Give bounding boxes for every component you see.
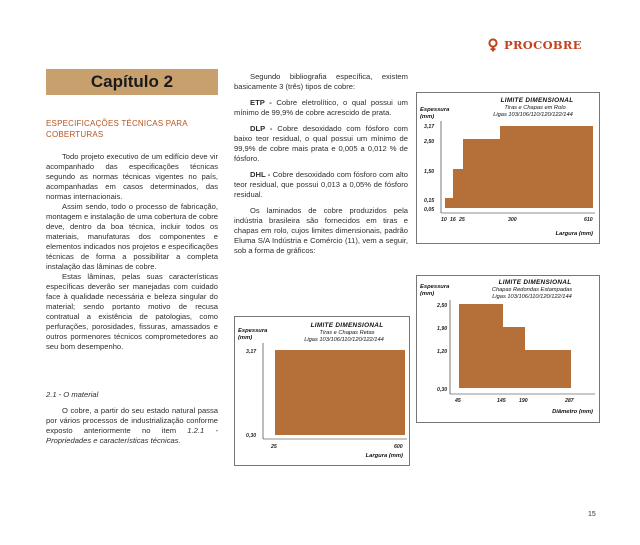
y-tick-label: 0,15 <box>424 198 435 204</box>
chapter-title: Capítulo 2 <box>90 72 174 91</box>
y-tick-label: 1,20 <box>437 349 448 355</box>
subsection-heading: 2.1 - O material <box>46 390 99 399</box>
copper-type-dlp: DLP - Cobre desoxidado com fósforo com baixo teor residual, o qual possui um mínimo de 99,9% de cobre mais prata e 0,005 a 0,012 % de fósforo. <box>234 124 408 163</box>
y-tick-label: 3,17 <box>246 349 257 355</box>
x-axis-label: Largura (mm) <box>555 231 593 237</box>
chart-subtitle: Tiras e Chapas em Rolo <box>504 105 566 111</box>
brand-name: PROCOBRE <box>504 38 582 52</box>
x-tick-label: 600 <box>394 444 403 450</box>
paragraph: Os laminados de cobre produzidos pela indústria brasileira são fornecidos em tiras e chapas em rolo, cujos limites dimensionais, padrão Eluma S/A Indústria e Comércio (11), vem a seguir, sob a forma de gráficos: <box>234 206 408 255</box>
chart-title: LIMITE DIMENSIONAL <box>498 279 572 286</box>
copper-type-etp: ETP - Cobre eletrolítico, o qual possui um mínimo de 99,9% de cobre acrescido de prata. <box>234 98 408 117</box>
x-tick-label: 25 <box>271 444 277 450</box>
column-2-text <box>234 72 408 262</box>
chart-plot <box>417 93 599 243</box>
area-region <box>275 350 405 435</box>
chart-subtitle-2: Ligas 103/106/110/120/122/144 <box>304 337 384 343</box>
y-tick-label: 0,30 <box>246 433 257 439</box>
chart-title: LIMITE DIMENSIONAL <box>310 322 384 329</box>
y-tick-label: 1,90 <box>437 326 448 332</box>
y-axis-label: Espessura (mm) <box>420 107 450 120</box>
x-tick-label: 45 <box>455 398 461 404</box>
x-tick-label: 190 <box>519 398 528 404</box>
chart-subtitle-2: Ligas 103/106/110/120/122/144 <box>492 294 572 300</box>
x-axis-label: Diâmetro (mm) <box>552 409 593 415</box>
x-tick-label: 145 <box>497 398 506 404</box>
paragraph: Segundo bibliografia específica, existem basicamente 3 (três) tipos de cobre: <box>234 72 408 91</box>
x-tick-label: 287 <box>565 398 574 404</box>
page-number: 15 <box>588 511 596 518</box>
y-tick-label: 3,17 <box>424 124 435 130</box>
copper-type-dhl: DHL - Cobre desoxidado com fósforo com alto teor residual, que possui 0,013 a 0,05% de fósforo residual. <box>234 170 408 199</box>
chart-subtitle: Chapas Redondas Estampadas <box>491 287 573 293</box>
x-tick-label: 10 <box>441 217 447 223</box>
chart-subtitle: Tiras e Chapas Retas <box>319 330 375 336</box>
area-region <box>445 126 593 208</box>
chart-subtitle-2: Ligas 103/106/110/120/122/144 <box>493 112 573 118</box>
y-tick-label: 0,30 <box>437 387 448 393</box>
x-tick-label: 300 <box>508 217 517 223</box>
section-heading: ESPECIFICAÇÕES TÉCNICAS PARA COBERTURAS <box>46 119 188 139</box>
x-tick-label: 25 <box>459 217 465 223</box>
chart-chapas-redondas <box>416 275 600 423</box>
y-tick-label: 2,50 <box>437 303 448 309</box>
paragraph: Todo projeto executivo de um edifício deve vir acompanhado das especificações técnicas segundo as normas técnicas vigentes no país, acompanhadas em casos determinados, das normas internacionais. <box>46 152 218 201</box>
column-1-text <box>46 152 218 352</box>
copper-symbol-icon <box>486 38 500 52</box>
chart-tiras-retas <box>234 316 410 466</box>
y-tick-label: 1,50 <box>424 169 435 175</box>
area-region <box>459 304 571 388</box>
x-axis-label: Largura (mm) <box>365 453 403 459</box>
chart-plot <box>235 317 409 465</box>
paragraph: O cobre, a partir do seu estado natural passa por vários processos de industrialização conforme exposto anteriormente no item 1.2.1 - Propriedades e características técnicas. <box>46 406 218 445</box>
chart-title: LIMITE DIMENSIONAL <box>500 97 574 104</box>
y-axis-label: Espessura (mm) <box>238 328 268 341</box>
item-reference: 1.2.1 - Propriedades e características técnicas <box>46 426 218 445</box>
paragraph: Assim sendo, todo o processo de fabricação, montagem e instalação de uma cobertura de cobre deve, dentro da boa técnica, incluir todos os materiais, manufaturas dos componentes e elementos indicados nos projetos e especificações técnicas de forma a possibilitar a completa instalação das lâminas de cobre. <box>46 202 218 271</box>
x-tick-label: 16 <box>450 217 456 223</box>
y-axis-label: Espessura (mm) <box>420 284 450 297</box>
y-tick-label: 2,50 <box>424 139 435 145</box>
paragraph: Estas lâminas, pelas suas características específicas deverão ser manejadas com cuidado face à qualidade necessária e beleza singular do material; sendo portanto motivo de recusa contratual a existência de patologias, como perfurações, porosidades, fissuras, amassados e outros pormenores técnicos comprometedores ao seu bom desempenho. <box>46 272 218 351</box>
chart-plot <box>417 276 599 422</box>
column-1-text-b <box>46 406 218 446</box>
y-tick-label: 0,05 <box>424 207 435 213</box>
chart-tiras-rolo <box>416 92 600 244</box>
x-tick-label: 610 <box>584 217 593 223</box>
procobre-logo <box>486 38 582 52</box>
